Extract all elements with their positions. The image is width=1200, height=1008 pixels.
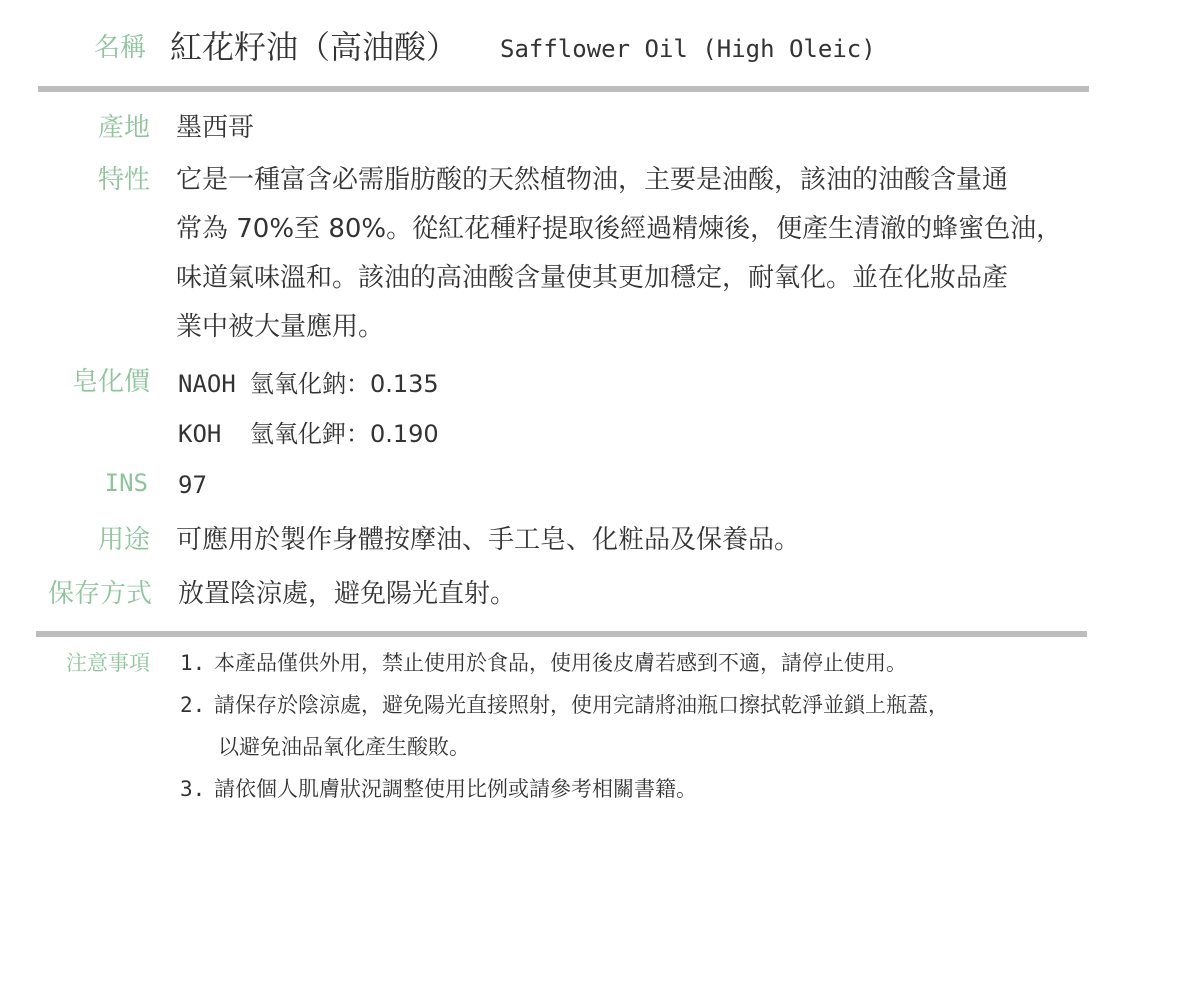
name-label: 名稱	[93, 33, 146, 63]
note-text-continuation: 以避免油品氧化產生酸敗。	[218, 735, 470, 759]
saponification-row	[178, 417, 439, 451]
origin-value: 墨西哥	[176, 113, 255, 143]
characteristics-label: 特性	[97, 165, 150, 195]
note-number: 2.	[180, 693, 206, 717]
saponification-row	[178, 367, 439, 401]
storage-value: 放置陰涼處，避免陽光直射。	[178, 579, 517, 609]
ins-value: 97	[178, 471, 207, 499]
product-name-zh: 紅花籽油（高油酸）	[170, 28, 459, 66]
saponification-code: KOH	[178, 420, 222, 448]
note-item	[180, 690, 949, 720]
saponification-code: NAOH	[178, 370, 236, 398]
note-text: 請保存於陰涼處，避免陽光直接照射，使用完請將油瓶口擦拭乾淨並鎖上瓶蓋，	[214, 693, 949, 717]
ins-label: INS	[104, 469, 148, 497]
characteristics-line: 業中被大量應用。	[176, 312, 385, 342]
saponification-label: 皂化價	[71, 367, 150, 397]
notes-label: 注意事項	[66, 651, 150, 675]
note-text: 本產品僅供外用，禁止使用於食品，使用後皮膚若感到不適，請停止使用。	[214, 651, 907, 675]
header-divider	[38, 86, 1089, 92]
characteristics-line: 常為 70%至 80%。從紅花種籽提取後經過精煉後，便產生清澈的蜂蜜色油，	[176, 214, 1063, 244]
note-item	[180, 774, 697, 804]
saponification-value: 氫氧化鉀：0.190	[250, 420, 439, 448]
product-name-en: Safflower Oil (High Oleic)	[500, 35, 876, 63]
characteristics-line: 它是一種富含必需脂肪酸的天然植物油，主要是油酸，該油的油酸含量通	[176, 165, 1009, 195]
note-item	[180, 648, 907, 678]
characteristics-line: 味道氣味溫和。該油的高油酸含量使其更加穩定，耐氧化。並在化妝品產	[176, 263, 1009, 293]
saponification-value: 氫氧化鈉：0.135	[250, 370, 439, 398]
origin-label: 產地	[97, 113, 150, 143]
notes-divider	[36, 631, 1087, 637]
usage-label: 用途	[97, 525, 150, 555]
note-number: 1.	[180, 651, 206, 675]
usage-value: 可應用於製作身體按摩油、手工皂、化粧品及保養品。	[176, 525, 801, 555]
note-number: 3.	[180, 777, 206, 801]
storage-label: 保存方式	[47, 579, 152, 609]
note-text: 請依個人肌膚狀況調整使用比例或請參考相關書籍。	[214, 777, 697, 801]
